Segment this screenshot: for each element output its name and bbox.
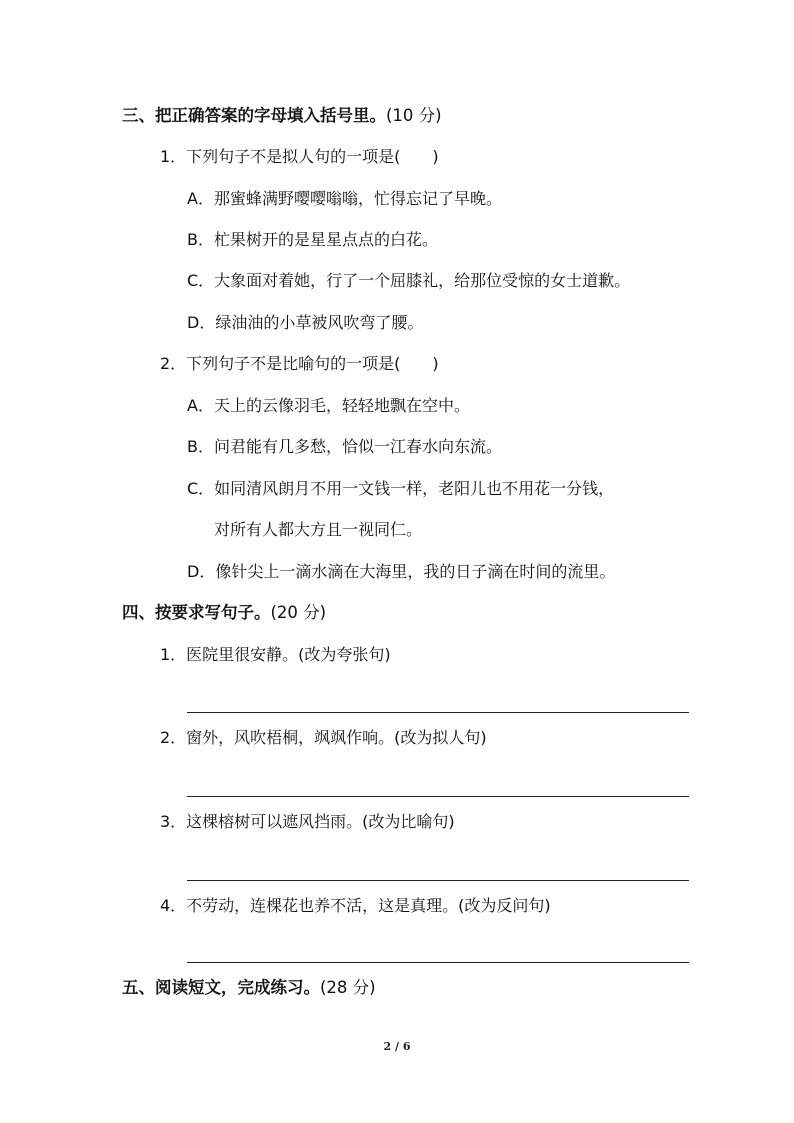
section-3-title: 三、把正确答案的字母填入括号里。 [122, 106, 386, 125]
question-1-stem: 1．下列句子不是拟人句的一项是( ) [160, 147, 439, 166]
question-2-option-d: D．像针尖上一滴水滴在大海里，我的日子滴在时间的流里。 [187, 562, 616, 581]
rewrite-item-3: 3．这棵榕树可以遮风挡雨。(改为比喻句) [160, 812, 455, 831]
section-4-title: 四、按要求写句子。 [122, 603, 271, 622]
page-number: 2 / 6 [383, 1040, 411, 1053]
section-4-heading [122, 603, 326, 623]
answer-line-4[interactable] [187, 962, 689, 963]
section-5-score: (28 分) [320, 978, 376, 997]
rewrite-item-4: 4．不劳动，连棵花也养不活，这是真理。(改为反问句) [160, 896, 551, 915]
question-2-option-a: A．天上的云像羽毛，轻轻地飘在空中。 [187, 396, 470, 415]
question-2-option-b: B．问君能有几多愁，恰似一江春水向东流。 [187, 437, 502, 456]
question-1-option-c: C．大象面对着她，行了一个屈膝礼，给那位受惊的女士道歉。 [187, 271, 631, 290]
section-5-heading [122, 978, 376, 998]
question-1-option-a: A．那蜜蜂满野嘤嘤嗡嗡，忙得忘记了早晚。 [187, 189, 502, 208]
section-3-score: (10 分) [386, 106, 442, 125]
rewrite-item-2: 2．窗外，风吹梧桐，飒飒作响。(改为拟人句) [160, 728, 487, 747]
rewrite-item-1: 1．医院里很安静。(改为夸张句) [160, 645, 391, 664]
question-2-stem: 2．下列句子不是比喻句的一项是( ) [160, 354, 439, 373]
question-1-option-d: D．绿油油的小草被风吹弯了腰。 [187, 313, 424, 332]
answer-line-2[interactable] [187, 796, 689, 797]
section-3-heading [122, 106, 442, 126]
question-2-option-c: C．如同清风朗月不用一文钱一样，老阳儿也不用花一分钱， [187, 479, 615, 498]
question-1-option-b: B．杧果树开的是星星点点的白花。 [187, 230, 438, 249]
answer-line-1[interactable] [187, 712, 689, 713]
section-4-score: (20 分) [270, 603, 327, 622]
answer-line-3[interactable] [187, 880, 689, 881]
question-2-option-c-continued: 对所有人都大方且一视同仁。 [214, 520, 423, 539]
section-5-title: 五、阅读短文，完成练习。 [122, 978, 320, 997]
